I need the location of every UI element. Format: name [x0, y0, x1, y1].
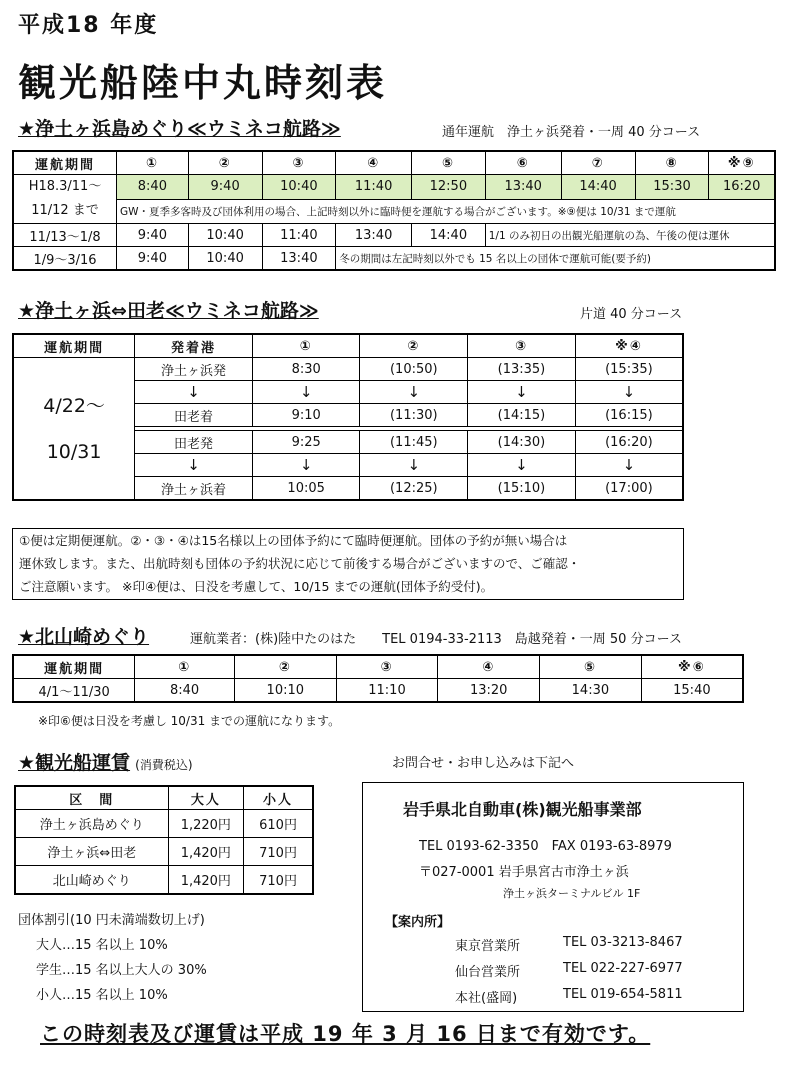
col-header: ③ [336, 655, 438, 679]
section-title-kitayamazaki: ★北山崎めぐり [18, 626, 150, 648]
table-header-row [13, 655, 743, 679]
period-cell: 11/12 まで [31, 203, 99, 218]
table-row [13, 358, 683, 381]
port-cell: 浄土ヶ浜発 [135, 358, 253, 381]
time-cell: (14:30) [468, 431, 576, 454]
fare-cell: 710円 [244, 866, 313, 895]
building: 浄土ヶ浜ターミナルビル 1F [503, 887, 641, 900]
fare-cell: 1,420円 [168, 866, 244, 895]
arrow-cell: ↓ [468, 454, 576, 477]
time-cell: 8:30 [252, 358, 360, 381]
col-header: ③ [468, 334, 576, 358]
discount-item: 大人…15 名以上 10% [36, 938, 168, 953]
arrow-cell: ↓ [135, 381, 253, 404]
col-header: ※⑥ [641, 655, 743, 679]
group-discount [18, 908, 207, 1008]
discount-title: 団体割引(10 円未満端数切上げ) [18, 913, 205, 928]
time-cell: (15:35) [575, 358, 683, 381]
time-cell: 9:25 [252, 431, 360, 454]
time-cell: (11:30) [360, 404, 468, 427]
table-row [13, 679, 743, 703]
row-note: GW・夏季多客時及び団体利用の場合、上記時刻以外に臨時便を運航する場合がございます。※⑨便は 10/31 まで運航 [117, 199, 775, 224]
time-cell: 10:10 [234, 679, 336, 703]
col-header: ④ [336, 151, 412, 175]
col-header: ⑧ [635, 151, 709, 175]
section-note-taro: 片道 40 分コース [580, 307, 683, 322]
time-cell: 10:40 [188, 247, 262, 271]
time-cell: 14:30 [540, 679, 642, 703]
contact-box [362, 782, 744, 1012]
col-header: ③ [262, 151, 336, 175]
time-cell: (14:15) [468, 404, 576, 427]
table-header-row [13, 151, 775, 175]
col-header: 大人 [168, 786, 244, 810]
table-row [15, 838, 313, 866]
col-header: ⑥ [485, 151, 561, 175]
port-cell: 田老着 [135, 404, 253, 427]
time-cell: 9:40 [117, 224, 189, 247]
fare-section-heading [18, 748, 193, 775]
time-cell: 13:40 [485, 175, 561, 200]
period-cell: 11/13～1/8 [13, 224, 117, 247]
table-row [13, 224, 775, 247]
col-header: ⑤ [540, 655, 642, 679]
col-header: ⑦ [561, 151, 635, 175]
table-row [13, 199, 775, 224]
port-cell: 田老発 [135, 431, 253, 454]
timetable-shimameguri [12, 150, 776, 271]
col-header: 小人 [244, 786, 313, 810]
page-title: 観光船陸中丸時刻表 [18, 61, 388, 105]
office-name: 東京営業所 [455, 939, 521, 954]
section-note-shimameguri: 通年運航 浄土ヶ浜発着・一周 40 分コース [442, 125, 701, 140]
port-header: 発着港 [135, 334, 253, 358]
fare-table [14, 785, 314, 895]
time-cell: (16:20) [575, 431, 683, 454]
col-header: ④ [438, 655, 540, 679]
time-cell: (15:10) [468, 477, 576, 501]
operator-info: 運航業者：(株)陸中たのはた TEL 0194-33-2113 島越発着・一周 50 分コース [190, 632, 682, 647]
time-cell: 9:10 [252, 404, 360, 427]
period-cell: H18.3/11～ [28, 179, 102, 194]
period-cell: 10/31 [46, 440, 102, 463]
timetable-taro [12, 333, 684, 501]
time-cell: 10:40 [262, 175, 336, 200]
time-cell: 14:40 [561, 175, 635, 200]
section-title-shimameguri: ★浄土ヶ浜島めぐり≪ウミネコ航路≫ [18, 118, 341, 140]
period-cell: 4/22～ [43, 394, 105, 417]
table-row [15, 866, 313, 895]
port-cell: 浄土ヶ浜着 [135, 477, 253, 501]
time-cell: (12:25) [360, 477, 468, 501]
contact-intro: お問合せ・お申し込みは下記へ [392, 756, 575, 771]
row-note: 冬の期間は左記時刻以外でも 15 名以上の団体で運航可能(要予約) [336, 247, 775, 271]
route-cell: 浄土ヶ浜⇔田老 [15, 838, 168, 866]
section-title-fares: ★観光船運賃 [18, 752, 131, 774]
fare-cell: 1,220円 [168, 810, 244, 838]
arrow-cell: ↓ [252, 454, 360, 477]
row-note: 1/1 のみ初日の出観光船運航の為、午後の便は運休 [485, 224, 775, 247]
notice-line: 運休致します。また、出航時刻も団体の予約状況に応じて前後する場合がございますので、ご確認・ [19, 556, 581, 571]
arrow-cell: ↓ [360, 381, 468, 404]
notice-box [12, 528, 684, 600]
col-header: ※④ [575, 334, 683, 358]
fare-cell: 710円 [244, 838, 313, 866]
tel-fax: TEL 0193-62-3350 FAX 0193-63-8979 [419, 839, 672, 854]
arrow-cell: ↓ [252, 381, 360, 404]
guide-title: 【案内所】 [385, 915, 451, 930]
col-header: ⑤ [411, 151, 485, 175]
col-header: ① [252, 334, 360, 358]
time-cell: (16:15) [575, 404, 683, 427]
time-cell: 15:40 [641, 679, 743, 703]
office-name: 本社(盛岡) [455, 991, 518, 1006]
fare-cell: 1,420円 [168, 838, 244, 866]
table-header-row [13, 334, 683, 358]
office-name: 仙台営業所 [455, 965, 521, 980]
table-row [13, 175, 775, 200]
company-name: 岩手県北自動車(株)観光船事業部 [403, 800, 642, 819]
time-cell: (11:45) [360, 431, 468, 454]
timetable-kitayamazaki [12, 654, 744, 703]
time-cell: 11:10 [336, 679, 438, 703]
office-tel: TEL 019-654-5811 [563, 987, 683, 1002]
time-cell: 9:40 [117, 247, 189, 271]
footnote-kitayamazaki: ※印⑥便は日没を考慮し 10/31 までの運航になります。 [38, 714, 341, 728]
time-cell: (13:35) [468, 358, 576, 381]
fare-cell: 610円 [244, 810, 313, 838]
period-cell: 1/9～3/16 [13, 247, 117, 271]
table-row [15, 810, 313, 838]
office-tel: TEL 022-227-6977 [563, 961, 683, 976]
arrow-cell: ↓ [468, 381, 576, 404]
notice-line: ①便は定期便運航。②・③・④は15名様以上の団体予約にて臨時便運航。団体の予約が無い場合は [19, 533, 568, 548]
col-header: ※⑨ [709, 151, 775, 175]
time-cell: 9:40 [188, 175, 262, 200]
section-title-taro: ★浄土ヶ浜⇔田老≪ウミネコ航路≫ [18, 300, 319, 322]
time-cell: (10:50) [360, 358, 468, 381]
route-cell: 浄土ヶ浜島めぐり [15, 810, 168, 838]
address: 〒027-0001 岩手県宮古市浄土ヶ浜 [419, 865, 629, 880]
time-cell: 13:40 [336, 224, 412, 247]
table-header-row [15, 786, 313, 810]
arrow-cell: ↓ [575, 454, 683, 477]
period-cell: 4/1～11/30 [13, 679, 135, 703]
table-row [13, 247, 775, 271]
col-header: ① [117, 151, 189, 175]
discount-item: 学生…15 名以上大人の 30% [36, 963, 207, 978]
period-header: 運航期間 [13, 655, 135, 679]
time-cell: 8:40 [135, 679, 235, 703]
period-header: 運航期間 [13, 151, 117, 175]
time-cell: 15:30 [635, 175, 709, 200]
time-cell: 12:50 [411, 175, 485, 200]
time-cell: 10:05 [252, 477, 360, 501]
route-cell: 北山崎めぐり [15, 866, 168, 895]
notice-line: ご注意願います。 ※印④便は、日没を考慮して、10/15 までの運航(団体予約受付)。 [19, 579, 494, 594]
col-header: ② [188, 151, 262, 175]
col-header: 区 間 [15, 786, 168, 810]
time-cell: 14:40 [411, 224, 485, 247]
arrow-cell: ↓ [135, 454, 253, 477]
col-header: ② [234, 655, 336, 679]
discount-item: 小人…15 名以上 10% [36, 988, 168, 1003]
col-header: ② [360, 334, 468, 358]
arrow-cell: ↓ [575, 381, 683, 404]
validity-footer: この時刻表及び運賃は平成 19 年 3 月 16 日まで有効です。 [40, 1022, 651, 1046]
time-cell: 13:40 [262, 247, 336, 271]
office-tel: TEL 03-3213-8467 [563, 935, 683, 950]
time-cell: 10:40 [188, 224, 262, 247]
period-header: 運航期間 [13, 334, 135, 358]
time-cell: 8:40 [117, 175, 189, 200]
time-cell: 11:40 [262, 224, 336, 247]
time-cell: 13:20 [438, 679, 540, 703]
time-cell: (17:00) [575, 477, 683, 501]
time-cell: 11:40 [336, 175, 412, 200]
fiscal-year: 平成18 年度 [18, 13, 159, 38]
tax-note: (消費税込) [135, 758, 193, 772]
arrow-cell: ↓ [360, 454, 468, 477]
col-header: ① [135, 655, 235, 679]
time-cell: 16:20 [709, 175, 775, 200]
